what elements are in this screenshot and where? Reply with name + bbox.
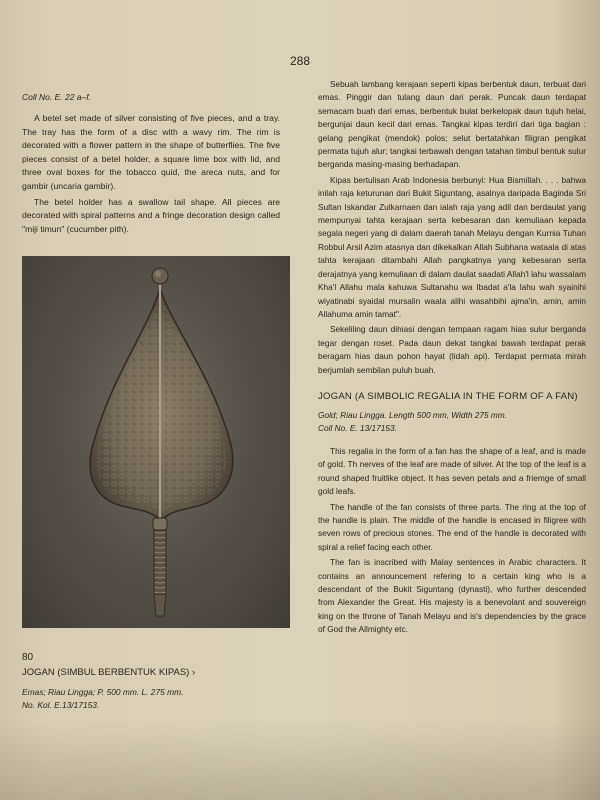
figure-collection: No. Kol. E.13/17153. — [22, 700, 100, 710]
handle-end — [154, 594, 166, 616]
section-heading: JOGAN (A SIMBOLIC REGALIA IN THE FORM OF A FAN) — [318, 390, 578, 402]
left-column — [22, 92, 280, 236]
left-paragraph-1: A betel set made of silver consisting of five pieces, and a tray. The tray has the form of a disc with a wavy rim. The rim is decorated with a flower pattern in the shape of butterflies. The five pieces consist of a betel holder, a square lime box with lid, and three oval boxes for the tobacco quid, the areca nuts, and for gambir (uncaria gambir). — [22, 113, 280, 191]
section-collection: Coll No. E. 13/17153. — [318, 422, 397, 433]
fan-photograph — [22, 256, 290, 628]
section-material: Gold; Riau Lingga. Length 500 mm, Width 275 mm. — [318, 409, 508, 420]
right-column — [318, 78, 586, 637]
handle-ring — [153, 518, 167, 530]
section-meta — [318, 409, 586, 435]
left-paragraph-2: The betel holder has a swallow tail shape. All pieces are decorated with spiral patterns and a fringe decoration design called "miji timun" (cucumber pith). — [22, 196, 280, 234]
collection-number: Coll No. E. 22 a–f. — [22, 92, 91, 102]
jogan-fan-illustration — [22, 256, 290, 628]
figure-caption — [22, 652, 302, 712]
handle-middle — [154, 530, 166, 594]
leaf-filigree — [97, 296, 227, 511]
figure-title: JOGAN (SIMBUL BERBENTUK KIPAS) › — [22, 667, 196, 678]
right-paragraph-4: This regalia in the form of a fan has the shape of a leaf, and is made of gold. Th nerves of the leaf are made of silver. At the top of the leaf is a round shaped fruitlike object. It has seven petals and a friemge of small gold leafs. — [318, 445, 586, 497]
right-paragraph-6: The fan is inscribed with Malay sentences in Arabic characters. It contains an announcement refering to a certain king who is a descendant of the Bukit Siguntang (dynasti), who further descended from Alexander the Great. His majesty is a benevolant and souvereign king on the throne of Tanah Melayu and is's dependencies by the grace of God the Allmighty etc. — [318, 557, 586, 635]
figure-material: Emas; Riau Lingga; P. 500 mm. L. 275 mm. — [22, 687, 184, 697]
figure-number: 80 — [22, 652, 34, 663]
right-paragraph-1: Sebuah lambang kerajaan seperti kipas berbentuk daun, terbuat dari emas. Pinggir dan tulang daun dari perak. Puncak daun terdapat semacam buah dari emas, berbentuk bulat berkelopak daun tujuh helai, bergunjai daun kecil dari emas. Tangkai kipas terdiri dari tiga bagian : gelang pengikat (mendok) polos; selut bertatahkan filigran pengikat permata tujuh alur; tangkai terbawah dengan tatahan timbul bentuk sulur berganda masing-masing berhadapan. — [318, 79, 586, 170]
right-paragraph-2: Kipas bertulisan Arab Indonesia berbunyi: Hua Bismillah. . . . bahwa inilah raja keturunan dari Bukit Siguntang, asalnya daripada Baginda Sri Sultan Iskandar Zulkarnaen dan ialah raja yang adil dan berdaulat yang mempunyai tahta kerajaan serta kebesaran dan kemuliaan kepada segala negeri yang di dalam daerah tanah Melayu dengan Kurnia Tuhan Robbul Arsil Azim atasnya dan dikekalkan Allah Subhana wataala di atas tahta kerajaan ditambahi Allah pangkatnya yang kebesaran serta derajatnya yang kemuliaan di dalam daulat saadati Allah'l lahu wassalam Kha'l Allahu mala kahuwa Sultanahu wa Ibadat a'la lahu wah syainihi wiyatinabi syaidal mursalin waala alihi wasahbihi ajma'in, amin, amin Allahuma amin tamat". — [318, 174, 586, 319]
right-paragraph-5: The handle of the fan consists of three parts. The ring at the top of the handle is plain. The middle of the handle is encased in filigree with seven rows of precious stones. The end of the handle is decorated with spiral a relief facing each other. — [318, 501, 586, 552]
page-number: 288 — [289, 54, 311, 68]
right-paragraph-3: Sekeliling daun dihiasi dengan tempaan ragam hias sulur berganda tegar dengan roset. Pada daun dekat tangkai bawah terdapat perak beragam hias daun pohon hayat (lidah api). Terdapat permata mirah berjumlah sembilan puluh buah. — [318, 324, 586, 375]
